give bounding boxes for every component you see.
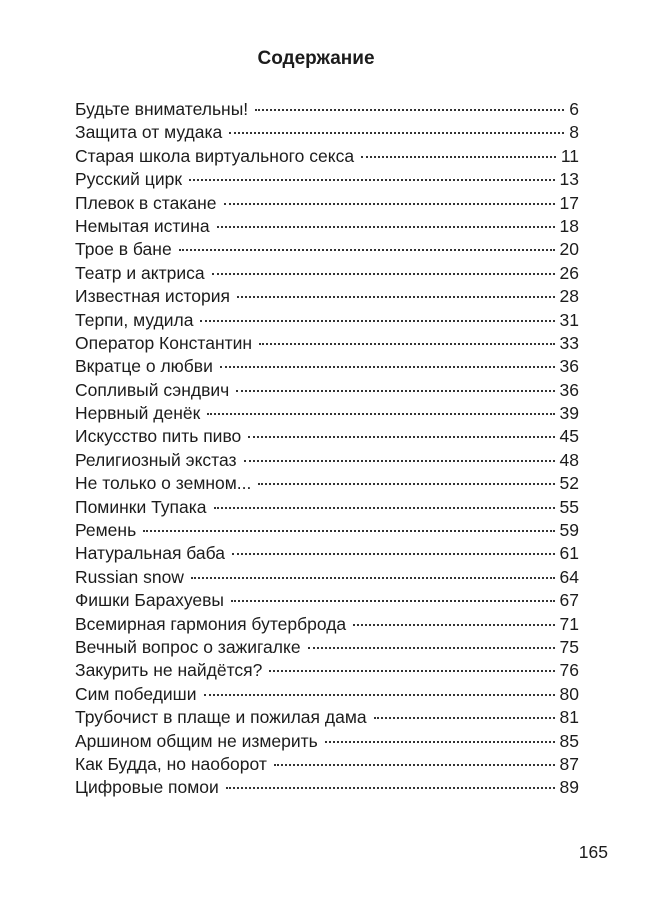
toc-entry bbox=[75, 98, 579, 121]
toc-entry-title: Не только о земном... bbox=[75, 473, 252, 494]
toc-entry-title: Русский цирк bbox=[75, 169, 182, 190]
toc-entry-page: 8 bbox=[569, 122, 579, 143]
toc-entry bbox=[75, 425, 579, 448]
toc-entry-title: Вечный вопрос о зажигалке bbox=[75, 636, 301, 657]
toc-entry-page: 85 bbox=[559, 730, 579, 751]
toc-entry-page: 28 bbox=[559, 286, 579, 307]
toc-entry bbox=[75, 566, 579, 589]
dot-leader bbox=[237, 296, 555, 298]
toc-entry bbox=[75, 332, 579, 355]
toc-entry-page: 76 bbox=[559, 660, 579, 681]
toc-entry-title: Оператор Константин bbox=[75, 332, 253, 353]
dot-leader bbox=[179, 249, 555, 251]
dot-leader bbox=[204, 694, 555, 696]
toc-entry-title: Фишки Барахуевы bbox=[75, 590, 225, 611]
toc-entry bbox=[75, 262, 579, 285]
dot-leader bbox=[244, 460, 555, 462]
toc-entry bbox=[75, 145, 579, 168]
dot-leader bbox=[229, 132, 564, 134]
toc-entry-title: Терпи, мудила bbox=[75, 309, 194, 330]
toc-entry-title: Натуральная баба bbox=[75, 543, 225, 564]
page-title: Содержание bbox=[257, 48, 375, 69]
dot-leader bbox=[191, 577, 555, 579]
dot-leader bbox=[258, 483, 554, 485]
toc-entry-page: 11 bbox=[560, 145, 579, 166]
toc-entry bbox=[75, 753, 579, 776]
toc-entry bbox=[75, 309, 579, 332]
toc-entry-title: Защита от мудака bbox=[75, 122, 223, 143]
toc-entry-title: Вкратце о любви bbox=[75, 356, 213, 377]
toc-entry-page: 89 bbox=[559, 777, 579, 798]
toc-entry bbox=[75, 285, 579, 308]
toc-entry-title: Немытая истина bbox=[75, 215, 210, 236]
toc-entry-page: 59 bbox=[559, 520, 579, 541]
dot-leader bbox=[231, 600, 555, 602]
toc-entry-page: 64 bbox=[559, 566, 579, 587]
toc-entry bbox=[75, 496, 579, 519]
toc-entry bbox=[75, 589, 579, 612]
toc-entry-title: Аршином общим не измерить bbox=[75, 730, 318, 751]
toc-entry-title: Старая школа виртуального секса bbox=[75, 145, 355, 166]
toc-entry-page: 55 bbox=[559, 496, 579, 517]
dot-leader bbox=[308, 647, 555, 649]
toc-entry-page: 31 bbox=[559, 309, 579, 330]
dot-leader bbox=[214, 507, 555, 509]
toc-entry-page: 39 bbox=[559, 403, 579, 424]
toc-entry-title: Будьте внимательны! bbox=[75, 99, 249, 119]
toc-entry bbox=[75, 542, 579, 565]
toc-entry-title: Закурить не найдётся? bbox=[75, 660, 263, 681]
toc-entry-page: 26 bbox=[559, 262, 579, 283]
toc-entry-title: Трое в бане bbox=[75, 239, 172, 260]
dot-leader bbox=[232, 553, 555, 555]
toc-entry-page: 75 bbox=[559, 636, 579, 657]
toc-entry bbox=[75, 215, 579, 238]
toc-entry-title: Нервный денёк bbox=[75, 403, 201, 424]
toc-entry-title: Цифровые помои bbox=[75, 777, 219, 798]
toc-entry bbox=[75, 776, 579, 799]
dot-leader bbox=[259, 343, 554, 345]
toc-entry bbox=[75, 472, 579, 495]
toc-entry-page: 33 bbox=[559, 332, 579, 353]
dot-leader bbox=[220, 366, 555, 368]
toc-entry-page: 6 bbox=[569, 99, 579, 119]
toc-entry-title: Известная история bbox=[75, 286, 230, 307]
dot-leader bbox=[226, 787, 555, 789]
toc-entry-page: 80 bbox=[559, 683, 579, 704]
table-of-contents bbox=[75, 98, 579, 800]
toc-entry-title: Трубочист в плаще и пожилая дама bbox=[75, 707, 367, 728]
toc-entry-page: 67 bbox=[559, 590, 579, 611]
toc-entry-title: Ремень bbox=[75, 520, 137, 541]
toc-entry-title: Russian snow bbox=[75, 566, 184, 587]
toc-entry-page: 17 bbox=[559, 192, 579, 213]
dot-leader bbox=[255, 109, 564, 111]
toc-entry bbox=[75, 402, 579, 425]
toc-entry-title: Поминки Тупака bbox=[75, 496, 207, 517]
dot-leader bbox=[274, 764, 555, 766]
dot-leader bbox=[200, 320, 554, 322]
toc-entry bbox=[75, 192, 579, 215]
toc-entry-title: Всемирная гармония бутерброда bbox=[75, 613, 347, 634]
dot-leader bbox=[353, 624, 554, 626]
toc-entry-title: Сопливый сэндвич bbox=[75, 379, 230, 400]
toc-entry-page: 81 bbox=[559, 707, 579, 728]
dot-leader bbox=[189, 179, 555, 181]
toc-entry bbox=[75, 706, 579, 729]
dot-leader bbox=[224, 203, 555, 205]
toc-entry-title: Религиозный экстаз bbox=[75, 449, 237, 470]
toc-entry-page: 36 bbox=[559, 379, 579, 400]
dot-leader bbox=[361, 156, 556, 158]
toc-entry-title: Театр и актриса bbox=[75, 262, 205, 283]
dot-leader bbox=[325, 741, 555, 743]
toc-entry-page: 20 bbox=[559, 239, 579, 260]
toc-entry-page: 71 bbox=[559, 613, 579, 634]
toc-entry-title: Искусство пить пиво bbox=[75, 426, 242, 447]
toc-entry-page: 61 bbox=[559, 543, 579, 564]
dot-leader bbox=[217, 226, 555, 228]
toc-entry bbox=[75, 449, 579, 472]
toc-entry bbox=[75, 168, 579, 191]
toc-entry bbox=[75, 730, 579, 753]
page-number: 165 bbox=[578, 842, 608, 862]
toc-entry bbox=[75, 683, 579, 706]
toc-entry bbox=[75, 519, 579, 542]
toc-entry-page: 48 bbox=[559, 449, 579, 470]
toc-entry bbox=[75, 613, 579, 636]
toc-entry-page: 36 bbox=[559, 356, 579, 377]
toc-entry bbox=[75, 636, 579, 659]
dot-leader bbox=[374, 717, 555, 719]
toc-entry-title: Сим победиши bbox=[75, 683, 197, 704]
dot-leader bbox=[236, 390, 554, 392]
toc-entry-title: Плевок в стакане bbox=[75, 192, 217, 213]
dot-leader bbox=[248, 436, 554, 438]
toc-entry bbox=[75, 121, 579, 144]
dot-leader bbox=[269, 670, 554, 672]
toc-entry bbox=[75, 659, 579, 682]
toc-entry bbox=[75, 238, 579, 261]
toc-entry-page: 13 bbox=[559, 169, 579, 190]
toc-entry-page: 52 bbox=[559, 473, 579, 494]
dot-leader bbox=[212, 273, 555, 275]
toc-entry-page: 45 bbox=[559, 426, 579, 447]
toc-entry bbox=[75, 355, 579, 378]
toc-entry-title: Как Будда, но наоборот bbox=[75, 753, 267, 774]
dot-leader bbox=[207, 413, 554, 415]
toc-entry bbox=[75, 379, 579, 402]
toc-entry-page: 18 bbox=[559, 215, 579, 236]
toc-entry-page: 87 bbox=[559, 753, 579, 774]
dot-leader bbox=[143, 530, 554, 532]
